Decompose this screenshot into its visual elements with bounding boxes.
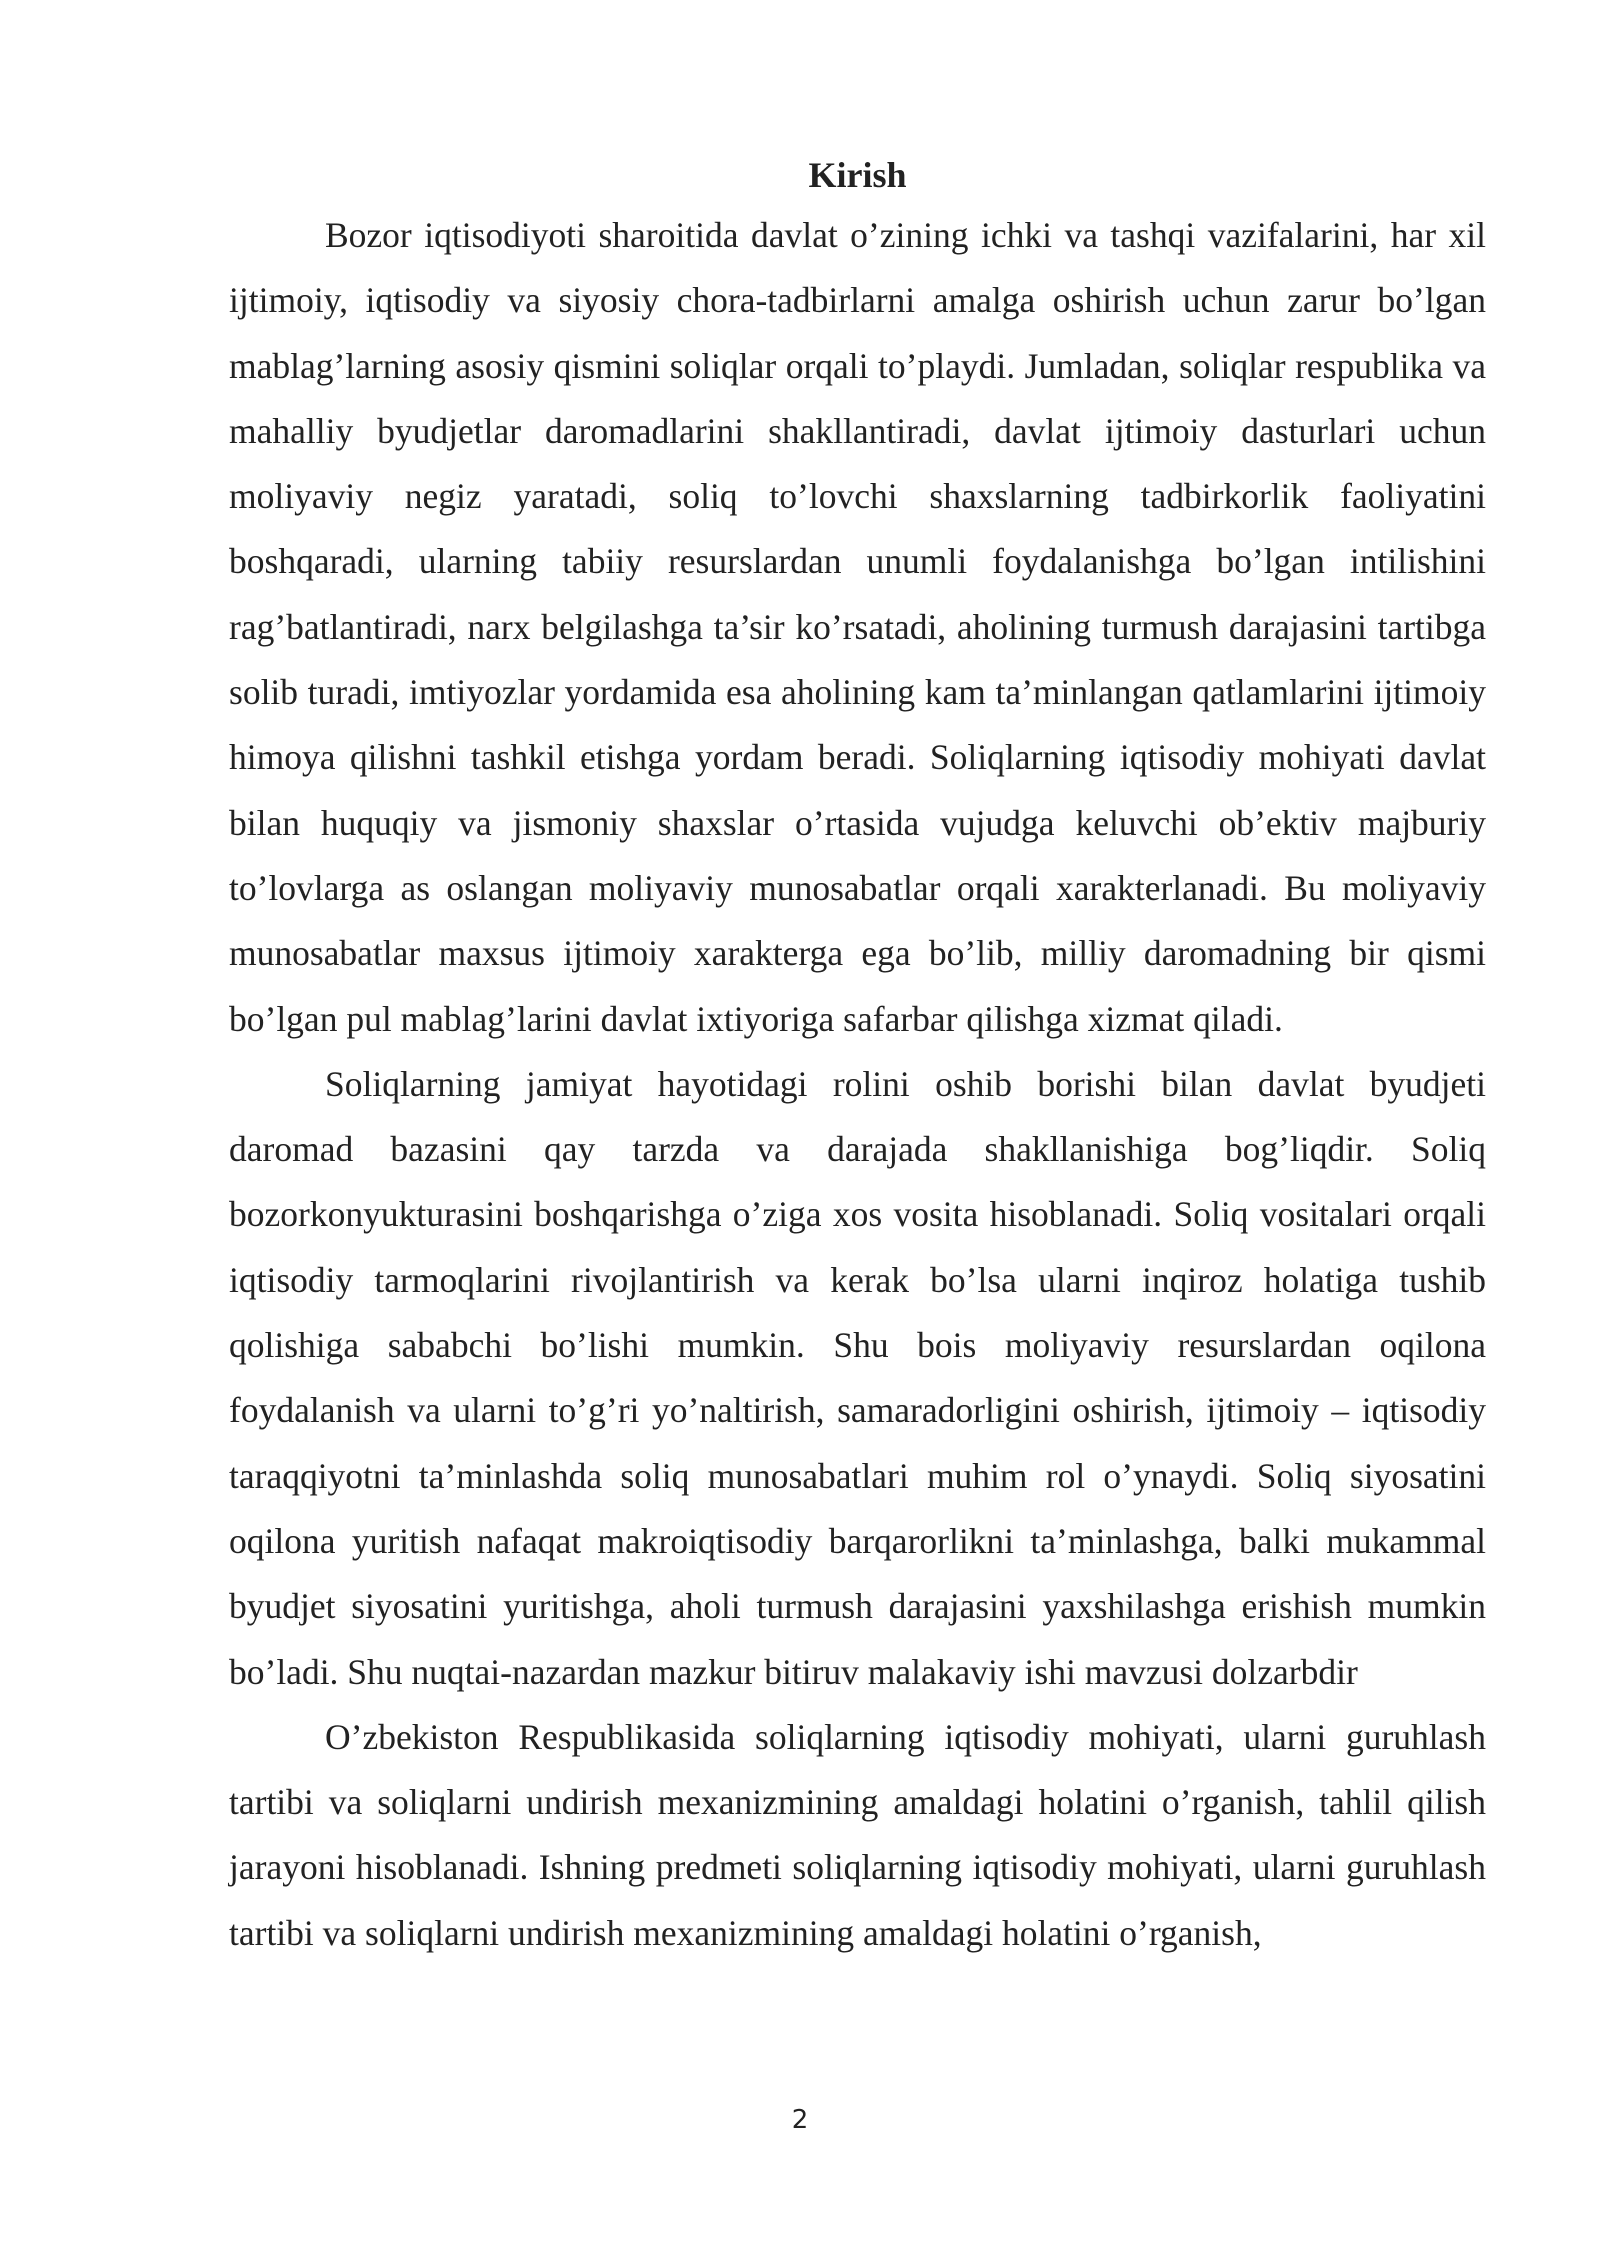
paragraph: O’zbekiston Respublikasida soliqlarning iqtisodiy mohiyati, ularni guruhlash tartibi va soliqlarni undirish mexanizmining amaldagi holatini o’rganish, tahlil qilish jarayoni hisoblanadi. Ishning predmeti soliqlarning iqtisodiy mohiyati, ularni guruhlash tartibi va soliqlarni undirish mexanizmining amaldagi holatini o’rganish, [229,1716,1486,1953]
section-heading: Kirish [808,155,907,195]
paragraph: Bozor iqtisodiyoti sharoitida davlat o’zining ichki va tashqi vazifalarini, har xil ijtimoiy, iqtisodiy va siyosiy chora-tadbirlarni amalga oshirish uchun zarur bo’lgan mablag’larning asosiy qismini soliqlar orqali to’playdi. Jumladan, soliqlar respublika va mahalliy byudjetlar daromadlarini shakllantiradi, davlat ijtimoiy dasturlari uchun moliyaviy negiz yaratadi, soliq to’lovchi shaxslarning tadbirkorlik faoliyatini boshqaradi, ularning tabiiy resurslardan unumli foydalanishga bo’lgan intilishini rag’batlantiradi, narx belgilashga ta’sir ko’rsatadi, aholining turmush darajasini tartibga solib turadi, imtiyozlar yordamida esa aholining kam ta’minlangan qatlamlarini ijtimoiy himoya qilishni tashkil etishga yordam beradi. Soliqlarning iqtisodiy mohiyati davlat bilan huquqiy va jismoniy shaxslar o’rtasida vujudga keluvchi ob’ektiv majburiy to’lovlarga as oslangan moliyaviy munosabatlar orqali xarakterlanadi. Bu moliyaviy munosabatlar maxsus ijtimoiy xarakterga ega bo’lib, milliy daromadning bir qismi bo’lgan pul mablag’larini davlat ixtiyoriga safarbar qilishga xizmat qiladi. [229,215,1486,1039]
document-body [229,148,1486,1966]
page-number: 2 [791,2105,809,2135]
paragraph: Soliqlarning jamiyat hayotidagi rolini oshib borishi bilan davlat byudjeti daromad bazasini qay tarzda va darajada shakllanishiga bog’liqdir. Soliq bozorkonyukturasini boshqarishga o’ziga xos vosita hisoblanadi. Soliq vositalari orqali iqtisodiy tarmoqlarini rivojlantirish va kerak bo’lsa ularni inqiroz holatiga tushib qolishiga sababchi bo’lishi mumkin. Shu bois moliyaviy resurslardan oqilona foydalanish va ularni to’g’ri yo’naltirish, samaradorligini oshirish, ijtimoiy – iqtisodiy taraqqiyotni ta’minlashda soliq munosabatlari muhim rol o’ynaydi. Soliq siyosatini oqilona yuritish nafaqat makroiqtisodiy barqarorlikni ta’minlashga, balki mukammal byudjet siyosatini yuritishga, aholi turmush darajasini yaxshilashga erishish mumkin bo’ladi. Shu nuqtai-nazardan mazkur bitiruv malakaviy ishi mavzusi dolzarbdir [229,1063,1486,1692]
